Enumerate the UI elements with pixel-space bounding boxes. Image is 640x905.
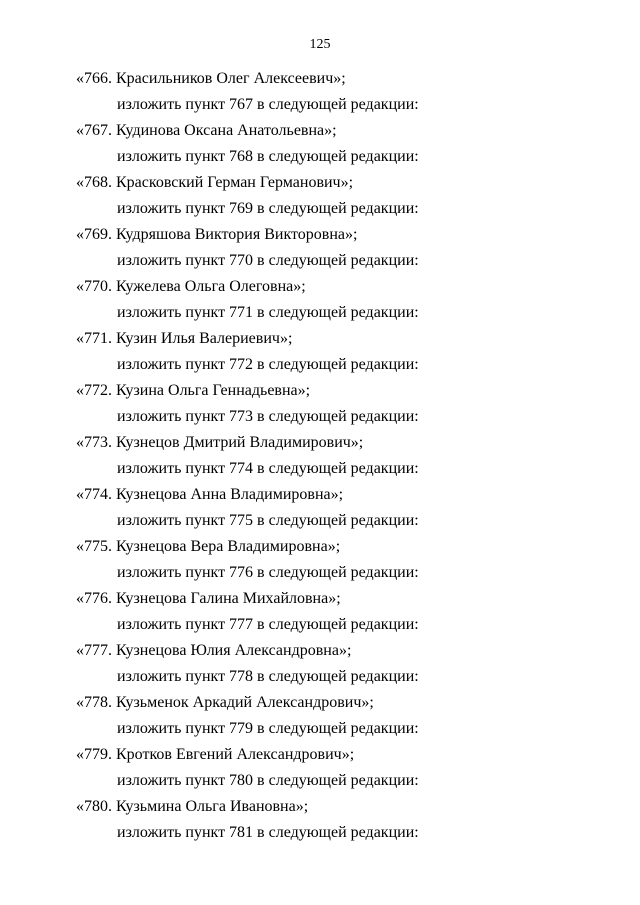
amendment-instruction: изложить пункт 776 в следующей редакции: [117, 564, 419, 581]
document-body [0, 66, 640, 846]
amendment-instruction: изложить пункт 768 в следующей редакции: [117, 148, 419, 165]
list-entry: «773. Кузнецов Дмитрий Владимирович»; [76, 434, 364, 451]
amendment-instruction: изложить пункт 780 в следующей редакции: [117, 772, 419, 789]
list-entry: «778. Кузьменок Аркадий Александрович»; [76, 694, 374, 711]
amendment-instruction: изложить пункт 778 в следующей редакции: [117, 668, 419, 685]
amendment-instruction: изложить пункт 772 в следующей редакции: [117, 356, 419, 373]
list-entry: «771. Кузин Илья Валериевич»; [76, 330, 293, 347]
amendment-instruction: изложить пункт 770 в следующей редакции: [117, 252, 419, 269]
list-entry: «772. Кузина Ольга Геннадьевна»; [76, 382, 311, 399]
page-number: 125 [309, 37, 331, 52]
list-entry: «777. Кузнецова Юлия Александровна»; [76, 642, 352, 659]
list-entry: «779. Кротков Евгений Александрович»; [76, 746, 355, 763]
list-entry: «768. Красковский Герман Германович»; [76, 174, 354, 191]
list-entry: «774. Кузнецова Анна Владимировна»; [76, 486, 344, 503]
list-entry: «767. Кудинова Оксана Анатольевна»; [76, 122, 337, 139]
amendment-instruction: изложить пункт 769 в следующей редакции: [117, 200, 419, 217]
amendment-instruction: изложить пункт 777 в следующей редакции: [117, 616, 419, 633]
amendment-instruction: изложить пункт 775 в следующей редакции: [117, 512, 419, 529]
amendment-instruction: изложить пункт 774 в следующей редакции: [117, 460, 419, 477]
list-entry: «769. Кудряшова Виктория Викторовна»; [76, 226, 358, 243]
list-entry: «766. Красильников Олег Алексеевич»; [76, 70, 346, 87]
list-entry: «770. Кужелева Ольга Олеговна»; [76, 278, 306, 295]
amendment-instruction: изложить пункт 781 в следующей редакции: [117, 824, 419, 841]
amendment-instruction: изложить пункт 779 в следующей редакции: [117, 720, 419, 737]
list-entry: «775. Кузнецова Вера Владимировна»; [76, 538, 341, 555]
amendment-instruction: изложить пункт 771 в следующей редакции: [117, 304, 419, 321]
list-entry: «780. Кузьмина Ольга Ивановна»; [76, 798, 309, 815]
amendment-instruction: изложить пункт 767 в следующей редакции: [117, 96, 419, 113]
list-entry: «776. Кузнецова Галина Михайловна»; [76, 590, 341, 607]
amendment-instruction: изложить пункт 773 в следующей редакции: [117, 408, 419, 425]
